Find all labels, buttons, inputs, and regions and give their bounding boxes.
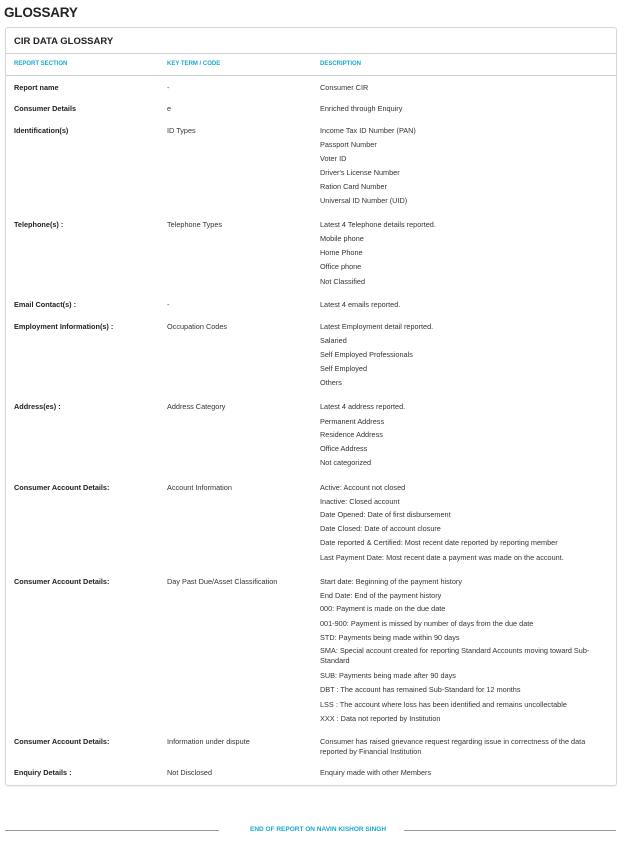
description-line: Latest 4 Telephone details reported. [320, 220, 436, 229]
report-section-cell: Identification(s) [14, 126, 69, 135]
description-line: Inactive: Closed account [320, 497, 400, 506]
description-line: Residence Address [320, 430, 383, 439]
description-line: Latest 4 emails reported. [320, 300, 401, 309]
description-line: LSS : The account where loss has been identified and remains uncollectable [320, 700, 567, 709]
description-line: Enriched through Enquiry [320, 104, 403, 113]
column-header-key-term: KEY TERM / CODE [167, 61, 221, 67]
report-section-cell: Consumer Account Details: [14, 737, 110, 746]
column-header-description: DESCRIPTION [320, 61, 362, 67]
description-line: Consumer has raised grievance request regarding issue in correctness of the data reported by Financial Institution [320, 737, 586, 756]
report-section-cell: Report name [14, 83, 59, 92]
description-line: Ration Card Number [320, 182, 387, 191]
report-section-cell: Consumer Account Details: [14, 577, 110, 586]
description-line: STD: Payments being made within 90 days [320, 633, 460, 642]
description-line: Universal ID Number (UID) [320, 196, 408, 205]
description-line: Voter ID [320, 154, 347, 163]
key-term-cell: Occupation Codes [167, 322, 228, 331]
description-line: XXX : Data not reported by Institution [320, 714, 441, 723]
description-line: Passport Number [320, 140, 377, 149]
description-line: 000: Payment is made on the due date [320, 604, 446, 613]
description-line: Others [320, 378, 342, 387]
description-line: Office Address [320, 444, 368, 453]
column-header-report-section: REPORT SECTION [14, 61, 68, 67]
end-of-report-text: END OF REPORT ON NAVIN KISHOR SINGH [249, 826, 387, 833]
description-line: Mobile phone [320, 234, 364, 243]
key-term-cell: - [167, 300, 170, 309]
report-section-cell: Consumer Account Details: [14, 483, 110, 492]
description-line: Income Tax ID Number (PAN) [320, 126, 416, 135]
description-line: Self Employed Professionals [320, 350, 413, 359]
description-line: Not categorized [320, 458, 372, 467]
description-line: Salaried [320, 336, 347, 345]
description-line: Latest 4 address reported. [320, 402, 406, 411]
key-term-cell: Day Past Due/Asset Classification [167, 577, 278, 586]
description-line: Start date: Beginning of the payment history [320, 577, 462, 586]
description-line: SMA: Special account created for reporting Standard Accounts moving toward Sub-Standard [320, 646, 590, 665]
description-line: 001-900: Payment is missed by number of days from the due date [320, 619, 534, 628]
description-line: Home Phone [320, 248, 363, 257]
key-term-cell: Telephone Types [167, 220, 223, 229]
description-line: Enquiry made with other Members [320, 768, 432, 777]
key-term-cell: Account Information [167, 483, 232, 492]
key-term-cell: e [167, 104, 172, 113]
description-line: Date Closed: Date of account closure [320, 524, 441, 533]
report-section-cell: Telephone(s) : [14, 220, 64, 229]
report-section-cell: Email Contact(s) : [14, 300, 77, 309]
key-term-cell: Not Disclosed [167, 768, 213, 777]
key-term-cell: - [167, 83, 170, 92]
report-section-cell: Enquiry Details : [14, 768, 72, 777]
description-line: Self Employed [320, 364, 368, 373]
report-section-cell: Consumer Details [14, 104, 77, 113]
divider [6, 53, 616, 54]
description-line: Office phone [320, 262, 362, 271]
key-term-cell: Information under dispute [167, 737, 250, 746]
report-section-cell: Address(es) : [14, 402, 61, 411]
description-line: DBT : The account has remained Sub-Standard for 12 months [320, 685, 521, 694]
description-line: Date Opened: Date of first disbursement [320, 510, 451, 519]
description-line: Last Payment Date: Most recent date a payment was made on the account. [320, 553, 564, 562]
description-line: Not Classified [320, 277, 366, 286]
description-line: Driver's License Number [320, 168, 400, 177]
description-line: Permanent Address [320, 417, 385, 426]
description-line: SUB: Payments being made after 90 days [320, 671, 456, 680]
report-section-cell: Employment Information(s) : [14, 322, 114, 331]
key-term-cell: Address Category [167, 402, 226, 411]
description-line: Consumer CIR [320, 83, 369, 92]
key-term-cell: ID Types [167, 126, 196, 135]
description-line: Active: Account not closed [320, 483, 406, 492]
glossary-card [5, 27, 617, 786]
page-title: GLOSSARY [4, 5, 78, 20]
card-title: CIR DATA GLOSSARY [14, 36, 114, 47]
description-line: Latest Employment detail reported. [320, 322, 434, 331]
description-line: End Date: End of the payment history [320, 591, 442, 600]
divider [6, 75, 616, 76]
description-line: Date reported & Certified: Most recent date reported by reporting member [320, 538, 558, 547]
